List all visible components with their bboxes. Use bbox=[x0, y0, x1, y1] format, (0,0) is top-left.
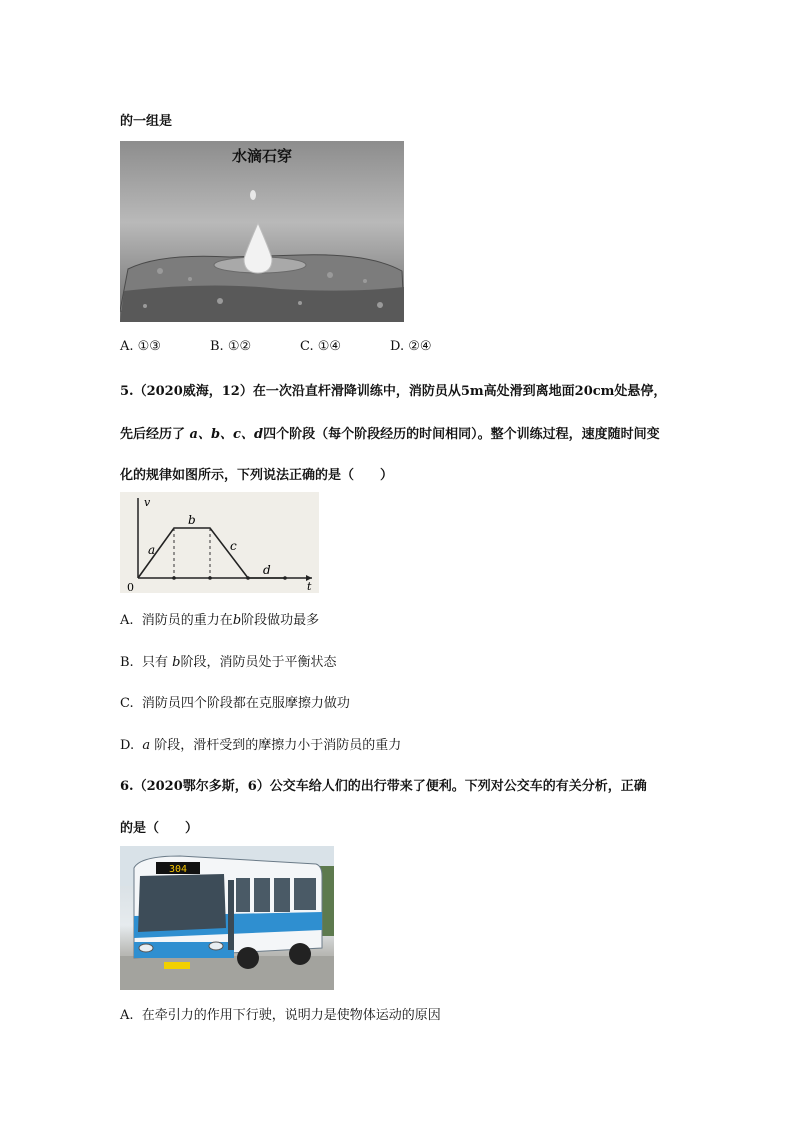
q6-option-a bbox=[120, 1004, 441, 1023]
q4-option-b: B. ①② bbox=[210, 339, 252, 354]
falling-drop bbox=[250, 190, 256, 200]
q6-stem-line1: 6.（2020鄂尔多斯，6）公交车给人们的出行带来了便利。下列对公交车的有关分析，正确 bbox=[120, 779, 647, 794]
option-text: 消防员四个阶段都在克服摩擦力做功 bbox=[141, 696, 350, 711]
option-text: 消防员的重力在 bbox=[141, 613, 233, 628]
v-axis-label: v bbox=[144, 496, 151, 509]
option-text: 只有 bbox=[141, 655, 168, 670]
headlight-right bbox=[209, 942, 223, 950]
q5-stem-line2 bbox=[120, 423, 660, 442]
segment-a-label: a bbox=[148, 543, 156, 557]
side-windows bbox=[236, 878, 316, 912]
stone-front bbox=[120, 285, 404, 322]
option-text: 阶段做功最多 bbox=[241, 613, 320, 628]
water-drop-stone-illustration bbox=[120, 141, 404, 322]
q5-option-d bbox=[120, 734, 401, 753]
q4-option-c: C. ①④ bbox=[300, 339, 342, 354]
option-text: 阶段，消防员处于平衡状态 bbox=[180, 655, 337, 670]
t-axis-label: t bbox=[307, 580, 312, 593]
option-label: C. bbox=[120, 696, 134, 711]
q6-stem-line2: 的是（ ） bbox=[120, 821, 199, 836]
segment-d-label: d bbox=[263, 563, 271, 577]
water-drop-stone-image bbox=[120, 141, 404, 322]
q5-option-c bbox=[120, 692, 350, 711]
option-var: b bbox=[172, 655, 181, 670]
route-number: 304 bbox=[168, 864, 188, 875]
rear-wheel bbox=[289, 943, 311, 965]
option-label: A. bbox=[120, 1008, 134, 1023]
q5-stem-line2-post: 四个阶段（每个阶段经历的时间相同）。整个训练过程，速度随时间变 bbox=[263, 427, 660, 442]
tick-4 bbox=[283, 576, 287, 580]
water-drop bbox=[244, 223, 272, 273]
tick-2 bbox=[208, 576, 212, 580]
segment-b-label: b bbox=[188, 513, 196, 527]
option-text: 阶段，滑杆受到的摩擦力小于消防员的重力 bbox=[154, 738, 402, 753]
option-label: B. bbox=[120, 655, 134, 670]
tick-1 bbox=[172, 576, 176, 580]
figure-title: 水滴石穿 bbox=[231, 147, 293, 165]
velocity-time-graph bbox=[120, 492, 319, 593]
option-label: D. bbox=[120, 738, 135, 753]
option-var: b bbox=[232, 613, 242, 628]
q5-option-a bbox=[120, 609, 319, 628]
q5-option-b bbox=[120, 651, 336, 670]
segment-c-label: c bbox=[230, 539, 237, 553]
q4-stem-tail: 的一组是 bbox=[120, 114, 173, 129]
front-wheel bbox=[237, 947, 259, 969]
option-label: A. bbox=[120, 613, 134, 628]
bus-windshield bbox=[138, 874, 226, 932]
license-plate bbox=[164, 962, 190, 969]
bus-door bbox=[228, 880, 234, 950]
origin-label: 0 bbox=[127, 581, 134, 593]
q5-stem-line3: 化的规律如图所示，下列说法正确的是（ ） bbox=[120, 468, 394, 483]
tick-3 bbox=[246, 576, 250, 580]
q5-stem-line1: 5.（2020威海，12）在一次沿直杆滑降训练中，消防员从5m高处滑到离地面20cm处悬停， bbox=[120, 384, 667, 399]
bus-photo bbox=[120, 846, 334, 990]
velocity-time-svg bbox=[120, 492, 319, 593]
q5-stem-line2-pre: 先后经历了 bbox=[120, 427, 186, 442]
q4-options bbox=[120, 339, 480, 354]
bus-illustration bbox=[120, 846, 334, 990]
option-text: 在牵引力的作用下行驶，说明力是使物体运动的原因 bbox=[141, 1008, 441, 1023]
q4-option-d: D. ②④ bbox=[390, 339, 432, 354]
q4-option-a: A. ①③ bbox=[120, 339, 161, 354]
headlight-left bbox=[139, 944, 153, 952]
q5-stem-vars: a、b、c、d bbox=[189, 427, 264, 442]
option-var: a bbox=[142, 738, 151, 753]
